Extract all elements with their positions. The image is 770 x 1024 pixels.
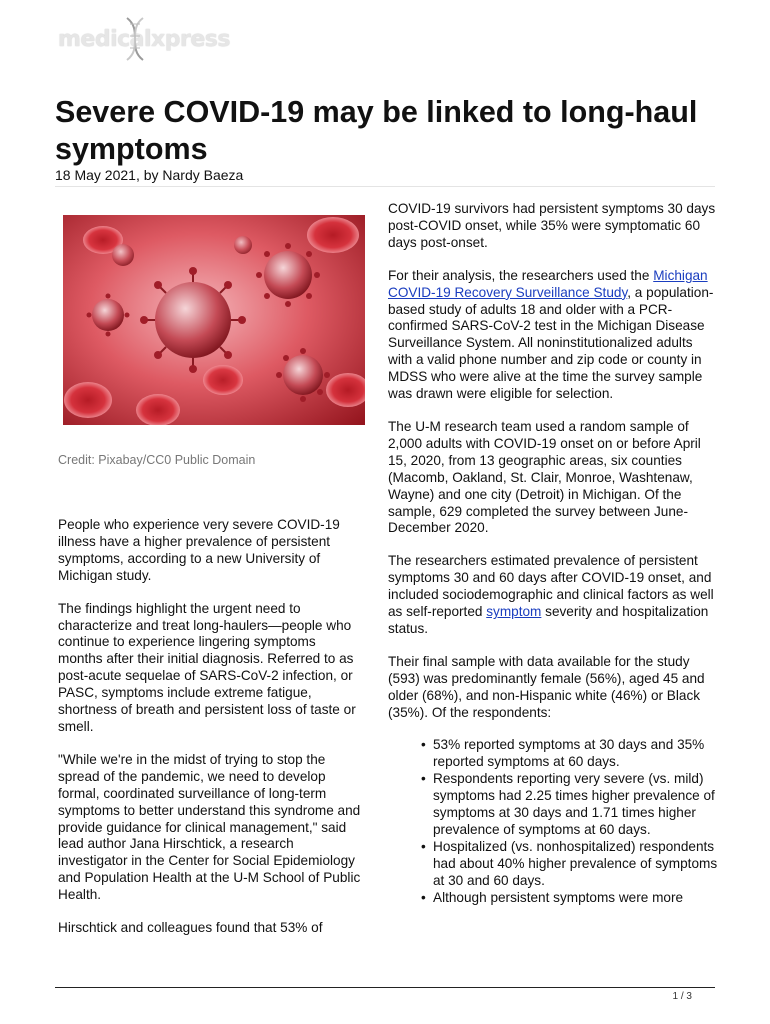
site-logo[interactable] [58, 22, 230, 56]
list-item [421, 889, 718, 907]
paragraph [388, 268, 718, 403]
list-item-text: Although persistent symptoms were more [433, 889, 684, 905]
list-item-text: Hospitalized (vs. nonhospitalized) respondents had about 40% higher prevalence of symptoms at 30 and 60 days. [433, 838, 718, 888]
paragraph [388, 553, 718, 638]
list-item-text: Respondents reporting very severe (vs. mild) symptoms had 2.25 times higher prevalence of symptoms at 30 days and 1.71 times higher prevalence of symptoms at 60 days. [433, 771, 715, 837]
list-item [421, 737, 718, 771]
article-image [63, 215, 365, 425]
quote-paragraph: "While we're in the midst of trying to stop the spread of the pandemic, we need to develop formal, coordinated surveillance of long-term symptoms to better understand this syndrome and provide guidance for clinical management," said lead author Jana Hirschtick, a research investigator in the Center for Social Epidemiology and Population Health at the U-M School of Public Health. [58, 751, 361, 903]
text-span: severity and hospitalization status. [388, 604, 709, 636]
findings-list [388, 737, 718, 906]
symptom-link[interactable]: symptom [486, 604, 542, 620]
bullet-icon: • [421, 771, 426, 787]
text-span: For their analysis, the researchers used the [388, 267, 654, 283]
dna-helix-icon [124, 16, 146, 62]
paragraph: The findings highlight the urgent need to characterize and treat long-haulers—people who continue to experience lingering symptoms months after their initial diagnosis. Referred to as post-acute sequelae of SARS-CoV-2 infection, or PASC, symptoms include extreme fatigue, shortness of breath and persistent loss of taste or smell. [58, 600, 356, 734]
bullet-icon: • [421, 737, 426, 753]
text-span: The researchers estimated prevalence of persistent symptoms 30 and 60 days after COVID-19 onset, and included sociodemographic and clinical factors as well as self-reported [388, 553, 714, 620]
image-credit: Credit: Pixabay/CC0 Public Domain [58, 453, 256, 467]
text-span: , a population-based study of adults 18 and older with a PCR-confirmed SARS-CoV-2 test in the Michigan Disease Surveillance System. All noninstitutionalized adults with a valid phone number and zip code or county in MDSS who were alive at the time the survey sample was drawn were eligible for selection. [388, 284, 714, 402]
page-number: 1 / 3 [672, 991, 692, 1002]
list-item [421, 838, 718, 890]
paragraph: The U-M research team used a random sample of 2,000 adults with COVID-19 onset on or before April 15, 2020, from 13 geographic areas, six counties (Macomb, Oakland, St. Clair, Monroe, Washtenaw, Wayne) and one city (Detroit) in Michigan. Of the sample, 629 completed the survey between June-December 2020. [388, 418, 701, 536]
paragraph: People who experience very severe COVID-19 illness have a higher prevalence of persistent symptoms, according to a new University of Michigan study. [58, 517, 340, 583]
list-item [421, 771, 718, 839]
paragraph: Hirschtick and colleagues found that 53% of [58, 920, 323, 936]
left-column [58, 517, 363, 953]
paragraph: Their final sample with data available for the study (593) was predominantly female (56%), aged 45 and older (68%), and non-Hispanic white (46%) or Black (35%). Of the respondents: [388, 653, 705, 720]
bullet-icon: • [421, 838, 426, 854]
bullet-icon: • [421, 889, 426, 905]
article-title: Severe COVID-19 may be linked to long-haul symptoms [55, 95, 698, 166]
logo-text: medicalxpress [58, 26, 230, 52]
list-item-text: 53% reported symptoms at 30 days and 35% reported symptoms at 60 days. [433, 737, 705, 770]
right-column [388, 201, 718, 907]
paragraph: COVID-19 survivors had persistent symptoms 30 days post-COVID onset, while 35% were symptomatic 60 days post-onset. [388, 201, 716, 250]
article-byline: 18 May 2021, by Nardy Baeza [55, 167, 244, 183]
footer-divider [55, 987, 715, 988]
study-link[interactable]: Michigan COVID-19 Recovery Surveillance Study [388, 267, 708, 300]
header-divider [55, 186, 715, 187]
